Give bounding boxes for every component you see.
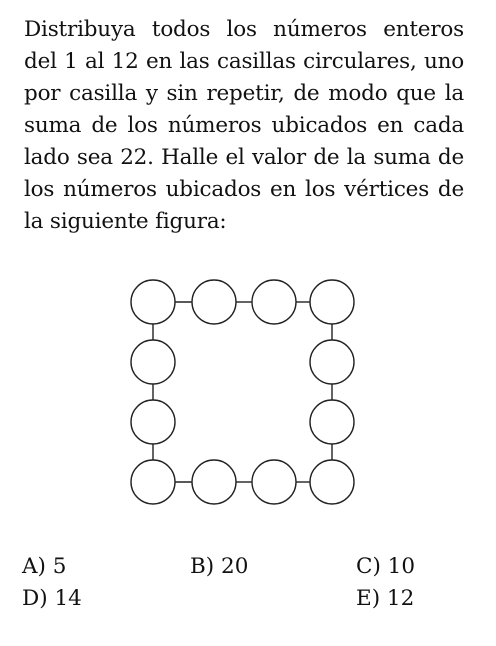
option-c[interactable]: C) 10 — [356, 554, 416, 579]
option-a[interactable]: A) 5 — [22, 554, 67, 579]
option-d[interactable]: D) 14 — [22, 586, 82, 611]
side-circle — [252, 460, 296, 504]
side-circle — [192, 280, 236, 324]
option-e[interactable]: E) 12 — [356, 586, 415, 611]
problem-statement: Distribuya todos los números enteros del 1 al 12 en las casillas circulares, uno por casilla y sin repetir, de modo que la suma de los números ubicados en cada lado sea 22. Halle el valor de la suma de los números ubicados en los vértices de la siguiente figura: — [24, 17, 464, 234]
side-circle — [310, 400, 354, 444]
option-b[interactable]: B) 20 — [190, 554, 249, 579]
corner-circle — [310, 460, 354, 504]
side-circle — [131, 340, 175, 384]
side-circle — [310, 340, 354, 384]
corner-circle — [131, 280, 175, 324]
square-circle-figure — [120, 272, 364, 516]
corner-circle — [131, 460, 175, 504]
side-circle — [131, 400, 175, 444]
side-circle — [252, 280, 296, 324]
side-circle — [192, 460, 236, 504]
corner-circle — [310, 280, 354, 324]
